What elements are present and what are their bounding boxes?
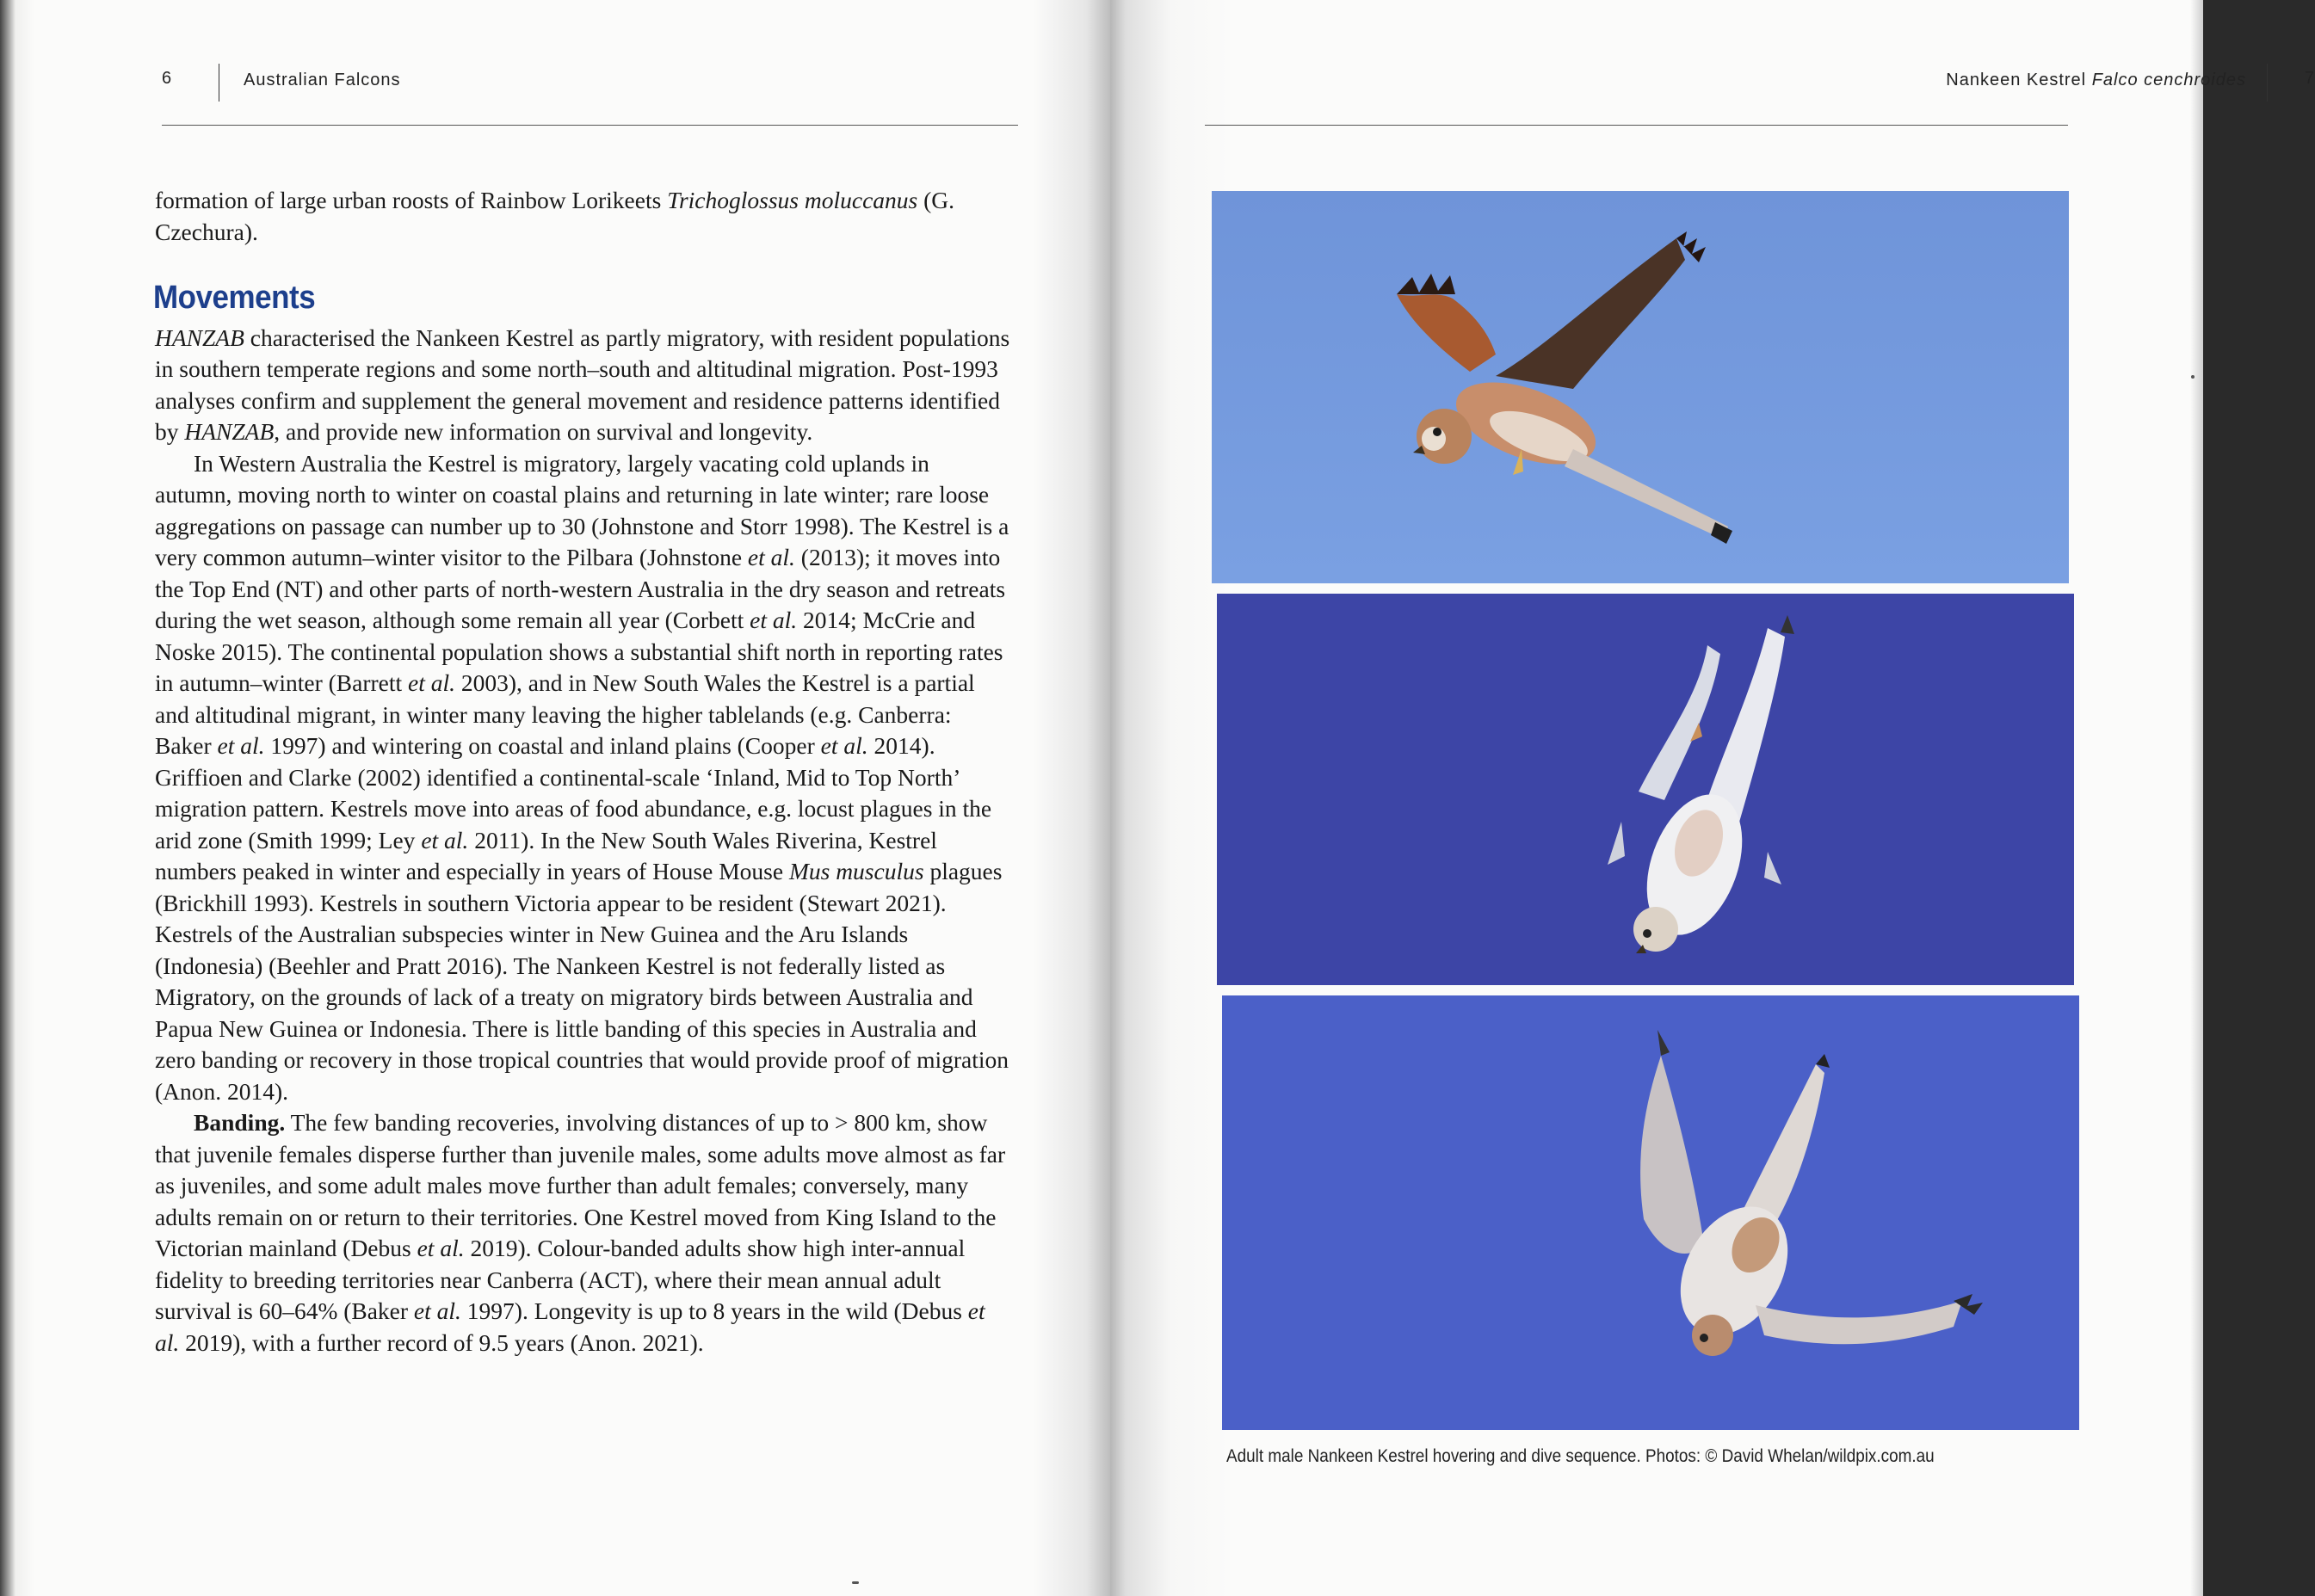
left-running-header bbox=[162, 69, 1022, 103]
text-run: formation of large urban roosts of Rainbow Lorikeets bbox=[155, 187, 668, 213]
text-run: (2013); it moves into the Top End (NT) and other parts of north-western Australia in the dry season and retreats during the wet season, although some remain all year (Corbett bbox=[155, 544, 1006, 633]
text-run: 2003), and in New South Wales the Kestrel is a partial and altitudinal migrant, in winter many leaving the higher tablelands (e.g. Canberra: Baker bbox=[155, 669, 975, 759]
body-paragraph bbox=[155, 185, 1011, 248]
italic-text: et al. bbox=[747, 544, 795, 570]
text-run: (G. Czechura). bbox=[155, 187, 955, 245]
italic-text: et al. bbox=[217, 732, 265, 759]
page-number: 6 bbox=[162, 69, 173, 88]
italic-text: et al. bbox=[413, 1297, 461, 1324]
italic-text: et al. bbox=[820, 732, 868, 759]
kestrel-dive-wings-spread-illustration bbox=[1222, 995, 2079, 1430]
page-number: 7 bbox=[2304, 69, 2315, 88]
text-run: 2019), with a further record of 9.5 years (Anon. 2021). bbox=[179, 1328, 704, 1356]
text-run: characterised the Nankeen Kestrel as partly migratory, with resident populations in southern temperate regions and some north–south and altitudinal migration. Post-1993 analyses confirm and supplement the general movement and residence patterns identified by bbox=[155, 324, 1010, 445]
italic-text: et al. bbox=[155, 1297, 985, 1356]
italic-text: et al. bbox=[417, 1235, 465, 1261]
body-paragraph bbox=[155, 323, 1011, 448]
italic-text: HANZAB bbox=[155, 324, 244, 351]
left-page bbox=[0, 0, 1110, 1596]
italic-text: HANZAB bbox=[184, 418, 275, 445]
print-speck bbox=[2191, 375, 2195, 379]
running-head-title: Australian Falcons bbox=[244, 71, 401, 89]
italic-text: et al. bbox=[408, 669, 456, 696]
kestrel-hovering-illustration bbox=[1212, 191, 2069, 583]
text-run: 2014). Griffioen and Clarke (2002) identified a continental-scale ‘Inland, Mid to Top North’ migration pattern. Kestrels move into areas of food abundance, e.g. locust plagues in the arid zone (Smith 1999; Ley bbox=[155, 732, 992, 853]
print-speck bbox=[852, 1581, 859, 1584]
section-heading: Movements bbox=[153, 280, 316, 316]
text-run: 1997). Longevity is up to 8 years in the wild (Debus bbox=[460, 1297, 968, 1324]
italic-text: Trichoglossus moluccanus bbox=[667, 187, 918, 213]
text-run: The few banding recoveries, involving distances of up to > 800 km, show that juvenile females disperse further than juvenile males, some adults move almost as far as juveniles, and some adult males move further than adult females; conversely, many adults remain on or return to their territories. One Kestrel moved from King Island to the Victorian mainland (Debus bbox=[155, 1109, 1006, 1261]
running-head-title: Nankeen Kestrel Falco cenchroides bbox=[1946, 71, 2246, 89]
photo-kestrel-dive-wings-spread bbox=[1222, 995, 2079, 1430]
text-run: 1997) and wintering on coastal and inland plains (Cooper bbox=[264, 732, 821, 759]
body-text-column bbox=[155, 185, 1011, 1359]
italic-text: et al. bbox=[421, 826, 469, 853]
body-paragraph bbox=[155, 448, 1011, 1108]
photo-caption: Adult male Nankeen Kestrel hovering and dive sequence. Photos: © David Whelan/wildpix.com.au bbox=[1226, 1445, 1935, 1466]
photo-kestrel-hovering bbox=[1212, 191, 2069, 583]
body-paragraph bbox=[155, 1107, 1011, 1359]
photo-kestrel-dive-vertical bbox=[1217, 594, 2074, 985]
text-run: In Western Australia the Kestrel is migratory, largely vacating cold uplands in autumn, moving north to winter on coastal plains and returning in late winter; rare loose aggregations on passage can number up to 30 (Johnstone and Storr 1998). The Kestrel is a very common autumn–winter visitor to the Pilbara (Johnstone bbox=[155, 449, 1009, 570]
text-run: 2014; McCrie and Noske 2015). The continental population shows a substantial shift north in reporting rates in autumn–winter (Barrett bbox=[155, 607, 1003, 696]
text-run: plagues (Brickhill 1993). Kestrels in southern Victoria appear to be resident (Stewart 2021). Kestrels of the Australian subspecies winter in New Guinea and the Aru Islands (Indonesia) (Beehler and Pratt 2016). The Nankeen Kestrel is not federally listed as Migratory, on the grounds of lack of a treaty on migratory birds between Australia and Papua New Guinea or Indonesia. There is little banding of this species in Australia and zero banding or recovery in those tropical countries that would provide proof of migration (Anon. 2014). bbox=[155, 858, 1009, 1105]
italic-text: et al. bbox=[750, 607, 798, 633]
right-running-header bbox=[1678, 69, 2315, 103]
run-in-heading: Banding. bbox=[194, 1109, 286, 1136]
header-rule-right bbox=[1205, 125, 2068, 126]
italic-text: Mus musculus bbox=[788, 858, 924, 884]
text-run: , and provide new information on survival and longevity. bbox=[274, 418, 813, 445]
header-rule bbox=[162, 125, 1018, 126]
header-divider bbox=[2267, 64, 2268, 102]
text-run: 2011). In the New South Wales Riverina, Kestrel numbers peaked in winter and especially in years of House Mouse bbox=[155, 826, 937, 884]
text-run: 2019). Colour-banded adults show high inter-annual fidelity to breeding territories near Canberra (ACT), where their mean annual adult survival is 60–64% (Baker bbox=[155, 1235, 966, 1324]
kestrel-dive-vertical-illustration bbox=[1217, 594, 2074, 985]
